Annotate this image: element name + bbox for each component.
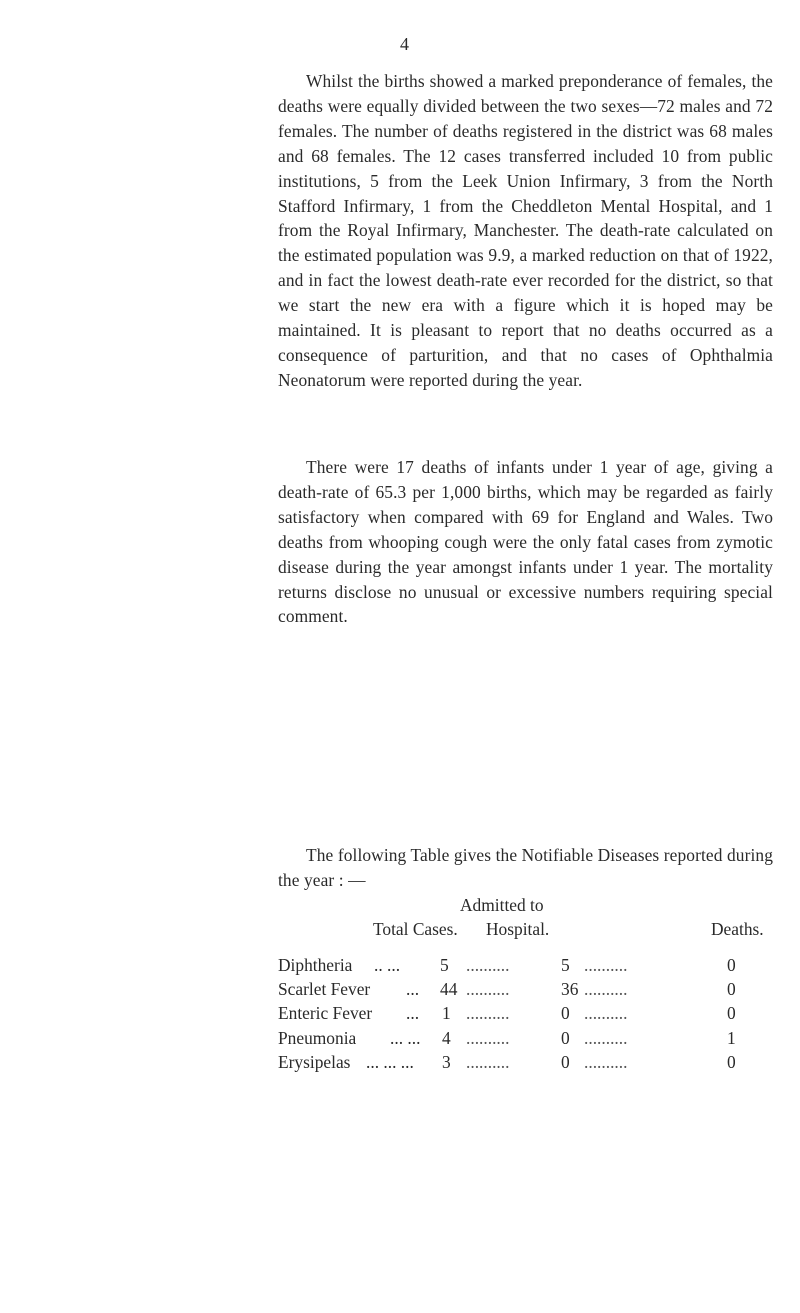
- total-cases-value: 3: [442, 1051, 451, 1072]
- table-row: [278, 1052, 778, 1076]
- deaths-value: 0: [727, 955, 736, 975]
- header-admitted-to: Admitted to: [460, 895, 544, 915]
- paragraph-infant-deaths: There were 17 deaths of infants under 1 year of age, giving a death-rate of 65.3 per 1,000 births, which may be regarded as fairly satisfactory when compared with 69 for England and Wales. Two deaths from whooping cough were the only fatal cases from zymotic disease during the year amongst infants under 1 year. The mortality returns disclose no unusual or excessive numbers requiring special comment.: [278, 457, 773, 627]
- table-row: [278, 1003, 778, 1027]
- leader-dots: ..........: [466, 955, 510, 975]
- leader-dots: ...: [406, 1003, 420, 1024]
- leader-dots: ..........: [466, 1051, 510, 1072]
- hospital-value: 0: [561, 1027, 570, 1048]
- leader-dots: ..........: [584, 955, 628, 975]
- leader-dots: ..........: [584, 1003, 628, 1024]
- table-row: [278, 979, 778, 1003]
- disease-name: Erysipelas: [278, 1051, 351, 1072]
- total-cases-value: 4: [442, 1027, 451, 1048]
- leader-dots: ..........: [466, 1003, 510, 1024]
- leader-dots: ..........: [584, 979, 628, 1000]
- leader-dots: .. ...: [374, 955, 401, 975]
- deaths-value: 0: [727, 1003, 736, 1024]
- paragraph-births-deaths: Whilst the births showed a marked preponderance of females, the deaths were equally divided between the two sexes—72 males and 72 females. The number of deaths registered in the district was 68 males and 68 females. The 12 cases transferred included 10 from public institutions, 5 from the Leek Union Infirmary, 3 from the North Stafford Infirmary, 1 from the Cheddleton Mental Hospital, and 1 from the Royal Infirmary, Manchester. The death-rate calculated on the estimated population was 9.9, a marked reduction on that of 1922, and in fact the lowest death-rate ever recorded for the district, so that we start the new era with a figure which it is hoped may be maintained. It is pleasant to report that no deaths occurred as a consequence of parturition, and that no cases of Ophthalmia Neonatorum were reported during the year.: [278, 71, 773, 390]
- hospital-value: 0: [561, 1051, 570, 1072]
- leader-dots: ..........: [584, 1027, 628, 1048]
- table-body: [278, 955, 778, 1076]
- table-row: [278, 955, 778, 979]
- hospital-value: 0: [561, 1003, 570, 1024]
- disease-name: Pneumonia: [278, 1027, 357, 1048]
- hospital-value: 36: [561, 979, 579, 1000]
- leader-dots: ..........: [466, 979, 510, 1000]
- total-cases-value: 44: [440, 979, 458, 1000]
- table-header-row: [278, 919, 778, 943]
- leader-dots: ... ... ...: [366, 1051, 414, 1072]
- deaths-value: 0: [727, 979, 736, 1000]
- leader-dots: ...: [406, 979, 420, 1000]
- page-number: 4: [400, 34, 409, 54]
- total-cases-value: 1: [442, 1003, 451, 1024]
- leader-dots: ..........: [466, 1027, 510, 1048]
- deaths-value: 0: [727, 1051, 736, 1072]
- header-hospital: Hospital.: [486, 919, 550, 939]
- hospital-value: 5: [561, 955, 570, 975]
- disease-name: Diphtheria: [278, 955, 353, 975]
- header-total-cases: Total Cases.: [373, 919, 458, 939]
- header-deaths: Deaths.: [711, 919, 764, 939]
- disease-name: Enteric Fever: [278, 1003, 373, 1024]
- deaths-value: 1: [727, 1027, 736, 1048]
- table-row: [278, 1028, 778, 1052]
- leader-dots: ... ...: [390, 1027, 421, 1048]
- leader-dots: ..........: [584, 1051, 628, 1072]
- total-cases-value: 5: [440, 955, 449, 975]
- disease-name: Scarlet Fever: [278, 979, 371, 1000]
- paragraph-table-intro: The following Table gives the Notifiable Diseases reported during the year : —: [278, 845, 773, 890]
